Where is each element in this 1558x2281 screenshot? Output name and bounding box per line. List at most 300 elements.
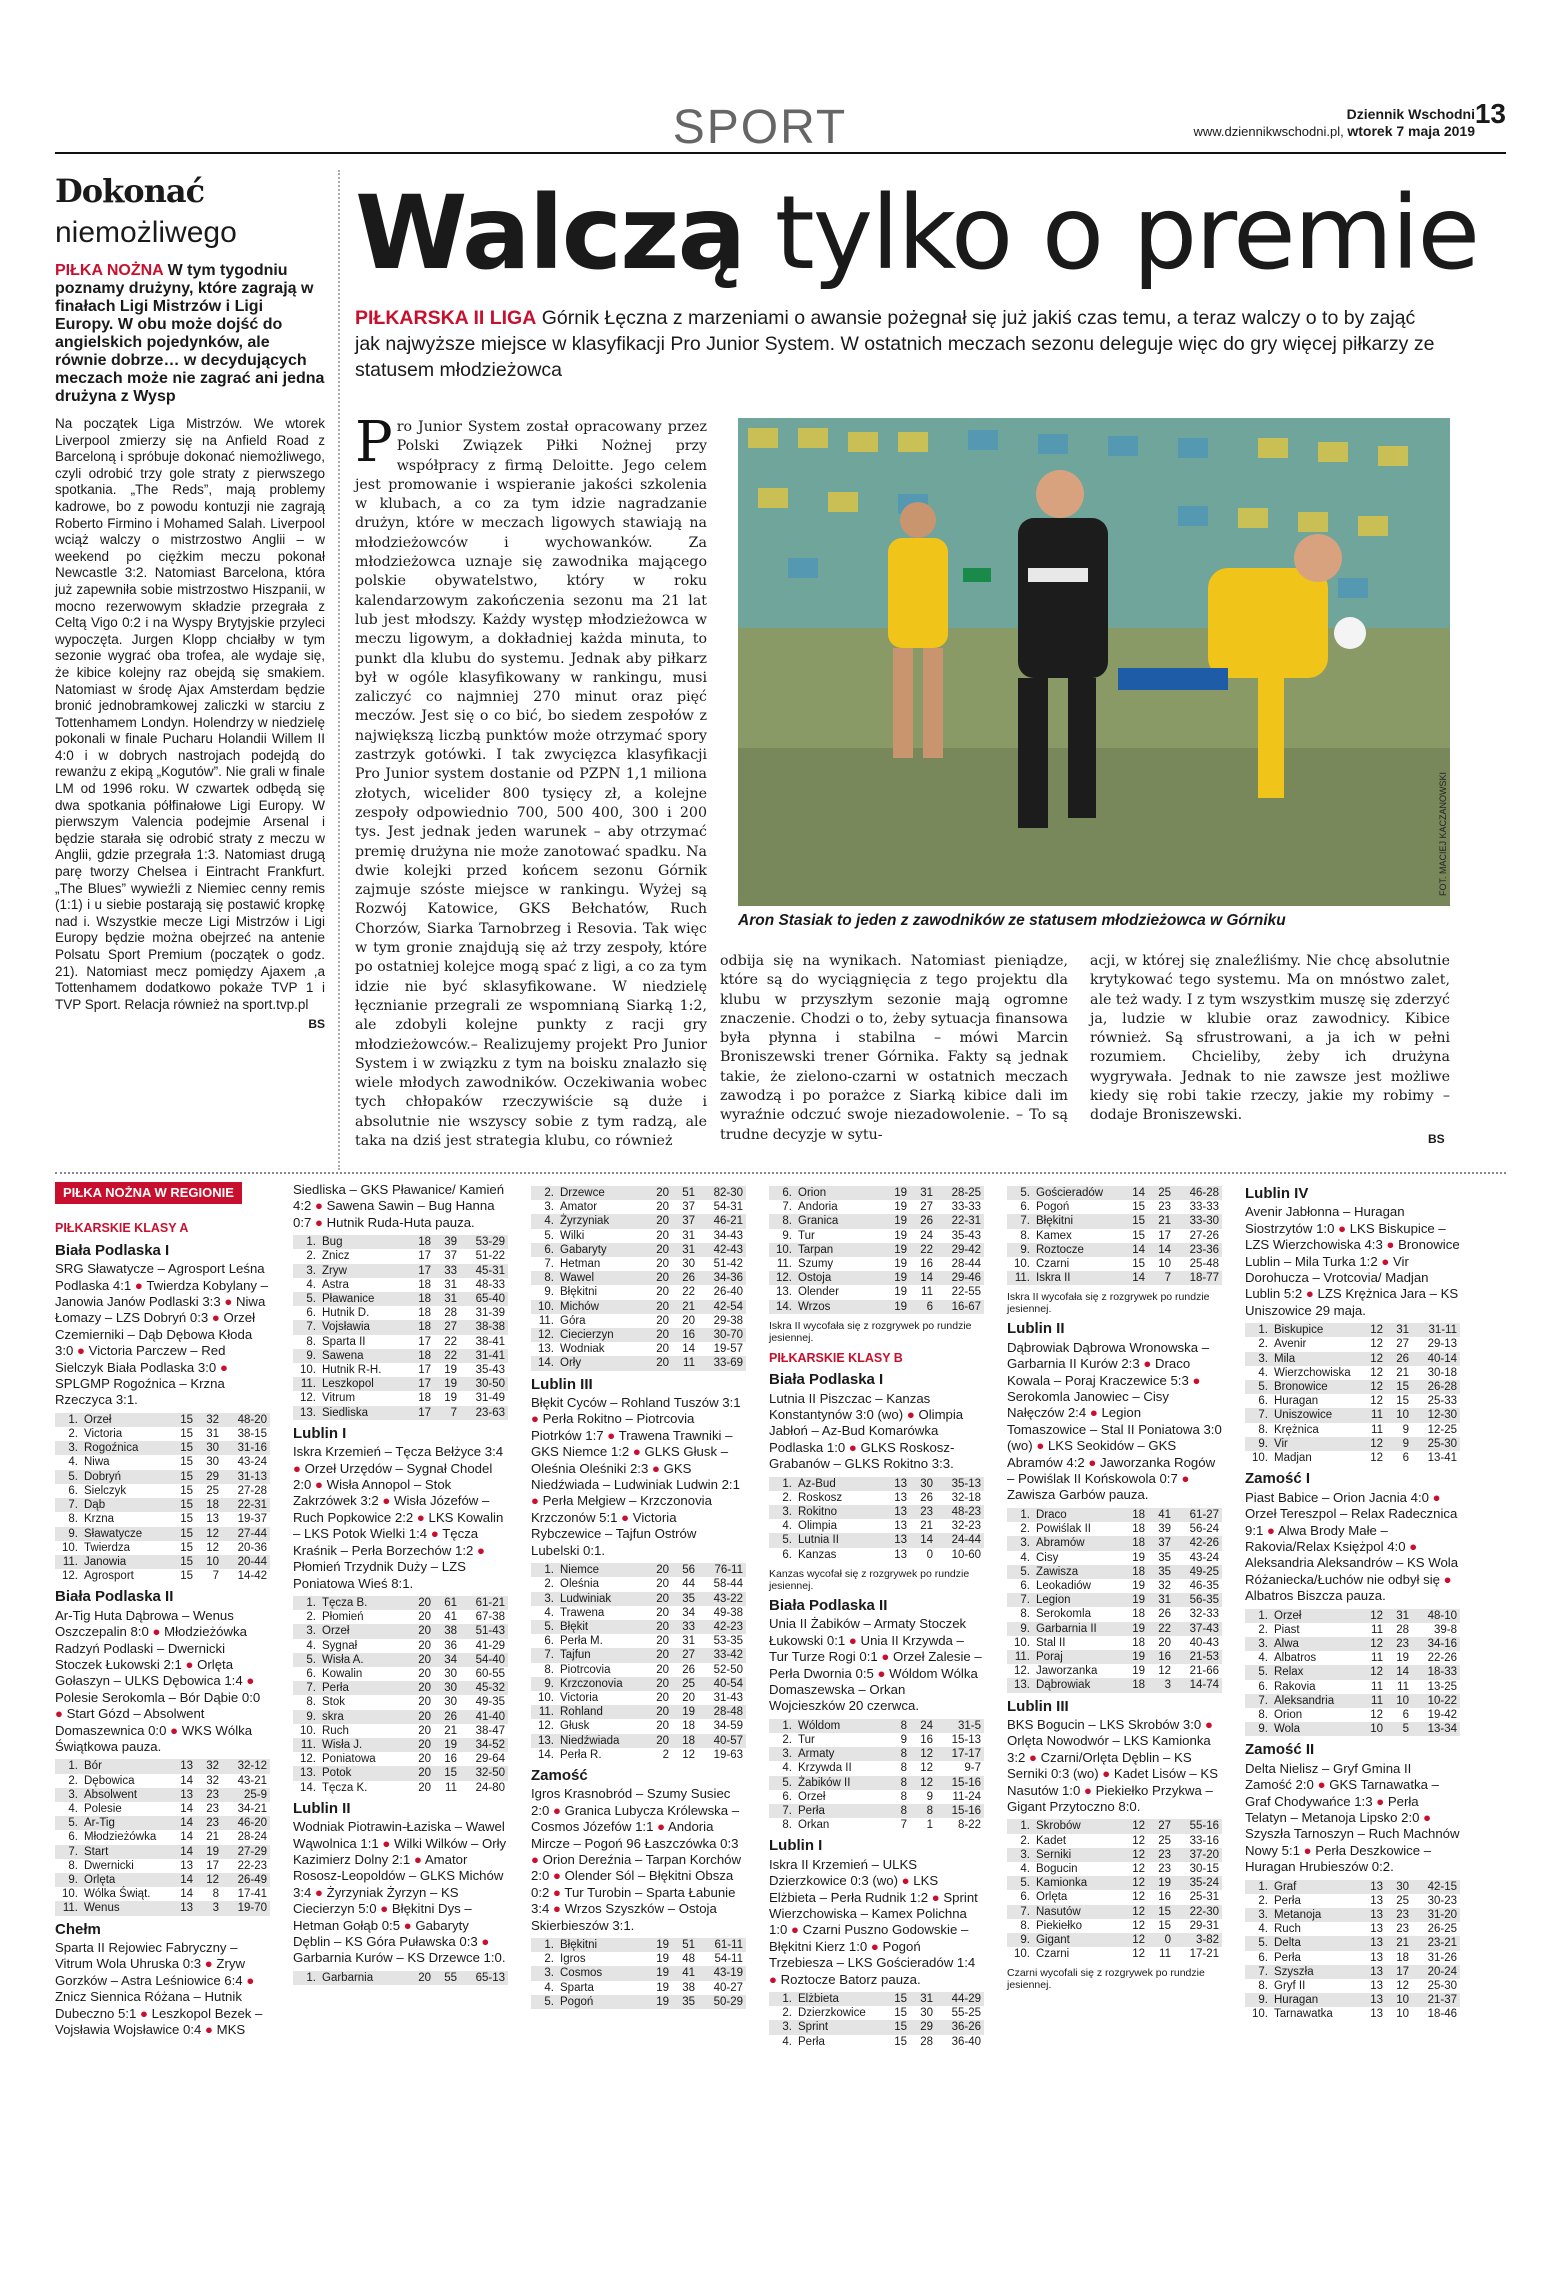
team-cell: Vitrum <box>322 1392 356 1405</box>
table-row <box>55 1470 270 1484</box>
goals-cell: 43-24 <box>237 1456 267 1469</box>
points-cell: 25 <box>206 1484 219 1497</box>
games-cell: 18 <box>1132 1565 1145 1578</box>
team-cell: Rakovia <box>1274 1680 1316 1693</box>
points-cell: 31 <box>1396 1324 1409 1337</box>
team-cell: Ostoja <box>798 1272 832 1285</box>
bullet-icon: ● <box>1317 1777 1326 1793</box>
games-cell: 20 <box>656 1720 669 1733</box>
rank-cell: 2. <box>544 1578 554 1591</box>
rank-cell: 4. <box>1020 1551 1030 1564</box>
table-row <box>55 1512 270 1526</box>
points-cell: 21 <box>206 1831 219 1844</box>
points-cell: 31 <box>444 1278 457 1291</box>
goals-cell: 60-55 <box>475 1667 505 1680</box>
rank-cell: 10. <box>62 1888 78 1901</box>
rank-cell: 7. <box>782 1201 792 1214</box>
table-row <box>1245 1979 1460 1993</box>
team-cell: Huragan <box>1274 1395 1319 1408</box>
team-cell: Piast <box>1274 1623 1300 1636</box>
points-cell: 32 <box>206 1760 219 1773</box>
team-cell: Wisła J. <box>322 1738 363 1751</box>
goals-cell: 56-24 <box>1189 1523 1219 1536</box>
rank-cell: 10. <box>1252 2008 1268 2021</box>
table-row <box>55 1887 270 1901</box>
games-cell: 13 <box>1370 1937 1383 1950</box>
points-cell: 38 <box>444 1625 457 1638</box>
team-cell: Pogoń <box>1036 1201 1070 1214</box>
games-cell: 20 <box>656 1258 669 1271</box>
table-row <box>293 1724 508 1738</box>
team-cell: Orzeł <box>322 1625 350 1638</box>
points-cell: 18 <box>682 1720 695 1733</box>
bullet-icon: ● <box>1267 1522 1275 1538</box>
games-cell: 18 <box>1132 1537 1145 1550</box>
games-cell: 8 <box>900 1748 907 1761</box>
rank-cell: 1. <box>68 1413 78 1426</box>
goals-cell: 55-25 <box>951 2007 981 2020</box>
rank-cell: 4. <box>544 1215 554 1228</box>
games-cell: 20 <box>656 1243 669 1256</box>
points-cell: 19 <box>1396 1652 1409 1665</box>
bullet-icon: ● <box>848 1632 857 1648</box>
results-column-4 <box>769 1182 984 2055</box>
team-cell: Dąb <box>84 1499 106 1512</box>
bullet-icon: ● <box>55 1706 63 1722</box>
team-cell: Sławatycze <box>84 1527 143 1540</box>
team-cell: Twierdza <box>84 1541 131 1554</box>
goals-cell: 14-42 <box>237 1570 267 1583</box>
bullet-icon: ● <box>134 1277 143 1293</box>
rank-cell: 7. <box>1258 1965 1268 1978</box>
goals-cell: 13-25 <box>1427 1680 1457 1693</box>
games-cell: 19 <box>894 1258 907 1271</box>
article-column-2: odbija się na wynikach. Natomiast pieniądze, które są do wyciągnięcia z tego projektu dla klubu w przyszłym sezonie mają ogromne znaczenie. Chodzi o to, żeby sytuacja finansowa była płynna i stabilna – mówi Marcin Broniszewski trener Górnika. Fakty są jednak takie, że zielono-czarni w ostatnich meczach zawodzą i po porażce z Siarką kibice dali im wyraźnie odczuć swoje niezadowolenie. – To są trudne decyzje w sytu- <box>720 953 1068 1143</box>
goals-cell: 35-24 <box>1189 1877 1219 1890</box>
goals-cell: 48-23 <box>951 1506 981 1519</box>
league-results: BKS Bogucin – LKS Skrobów 3:0 ● Orlęta Nowodwór – LKS Kamionka 3:2 ● Czarni/Orlęta Dęblin – KS Serniki 0:3 (wo) ● Kadet Lisów – KS Nasutów 1:0 ● Piekiełko Przykwa – Gigant Przytoczno 8:0. <box>1007 1716 1219 1814</box>
rank-cell: 12. <box>538 1329 554 1342</box>
team-cell: Kamionka <box>1036 1877 1088 1890</box>
rank-cell: 2. <box>1258 1623 1268 1636</box>
rank-cell: 4. <box>782 1762 792 1775</box>
games-cell: 17 <box>418 1250 431 1263</box>
league-class-b: PIŁKARSKIE KLASY B <box>769 1350 903 1365</box>
rank-cell: 9. <box>1020 1934 1030 1946</box>
games-cell: 11 <box>1371 1423 1383 1436</box>
team-cell: Armaty <box>798 1748 835 1761</box>
games-cell: 20 <box>418 1667 431 1680</box>
table-row <box>293 1335 508 1349</box>
games-cell: 20 <box>656 1229 669 1242</box>
team-cell: Kamex <box>1036 1229 1072 1242</box>
rank-cell: 11. <box>1014 1272 1030 1285</box>
team-cell: Delta <box>1274 1937 1301 1950</box>
games-cell: 20 <box>656 1635 669 1648</box>
bullet-icon: ● <box>906 1407 915 1423</box>
points-cell: 21 <box>920 1520 933 1533</box>
table-row <box>769 1243 984 1257</box>
games-cell: 13 <box>1370 1880 1383 1893</box>
team-cell: Victoria <box>560 1691 599 1704</box>
team-cell: Madjan <box>1274 1452 1312 1465</box>
goals-cell: 28-48 <box>713 1706 743 1719</box>
rank-cell: 1. <box>1258 1609 1268 1622</box>
table-row <box>1245 1936 1460 1950</box>
table-row <box>55 1873 270 1887</box>
goals-cell: 15-13 <box>951 1733 981 1746</box>
bullet-icon: ● <box>204 1956 213 1972</box>
team-cell: Perła R. <box>560 1748 602 1761</box>
table-row <box>1007 1848 1222 1862</box>
games-cell: 11 <box>1371 1409 1383 1422</box>
points-cell: 41 <box>1158 1508 1171 1521</box>
rank-cell: 1. <box>782 1477 792 1490</box>
games-cell: 13 <box>1370 2008 1383 2021</box>
table-row <box>1007 1186 1222 1200</box>
team-cell: Piekiełko <box>1036 1919 1083 1932</box>
team-cell: Serokomla <box>1036 1608 1091 1621</box>
rank-cell: 8. <box>1020 1919 1030 1932</box>
article-column-3: acji, w której się znaleźliśmy. Nie chcę absolutnie krytykować tego systemu. Ma on mnóstwo zalet, ale też wady. I z tym wszystkim muszę się zderzyć ja, ludzie w klubie oraz zawodnicy. Kibice również. Są sfrustrowani, a ja ich w pełni rozumiem. Chcieliby, żeby ich drużyna wygrywała. Jednak to nie zawsze jest możliwe kiedy się robi takie rzeczy, jakie my robimy – dodaje Broniszewski. <box>1090 953 1450 1124</box>
games-cell: 19 <box>1132 1622 1145 1635</box>
points-cell: 30 <box>1396 1880 1409 1893</box>
rank-cell: 11. <box>62 1555 78 1568</box>
table-row <box>55 1845 270 1859</box>
games-cell: 20 <box>418 1696 431 1709</box>
team-cell: Zawisza <box>1036 1565 1079 1578</box>
team-cell: Olender <box>798 1286 839 1299</box>
table-row <box>769 1804 984 1818</box>
points-cell: 15 <box>1158 1919 1171 1932</box>
points-cell: 9 <box>1402 1423 1409 1436</box>
rank-cell: 2. <box>782 2007 792 2020</box>
table-row <box>1245 1694 1460 1708</box>
table-row <box>1007 1650 1222 1664</box>
rank-cell: 1. <box>68 1760 78 1773</box>
points-cell: 11 <box>921 1286 933 1299</box>
table-row <box>769 1285 984 1299</box>
bullet-icon: ● <box>246 1673 255 1689</box>
games-cell: 20 <box>418 1971 431 1984</box>
games-cell: 13 <box>1370 1994 1383 2007</box>
table-row <box>531 1214 746 1228</box>
goals-cell: 40-43 <box>1189 1636 1219 1649</box>
table-row <box>1245 1437 1460 1451</box>
rank-cell: 2. <box>1020 1834 1030 1847</box>
team-cell: Orlęta <box>84 1874 116 1886</box>
points-cell: 26 <box>1158 1608 1171 1621</box>
table-row <box>1007 1536 1222 1550</box>
points-cell: 31 <box>682 1635 695 1648</box>
rank-cell: 9. <box>1258 1723 1268 1736</box>
games-cell: 12 <box>1370 1395 1383 1408</box>
goals-cell: 22-31 <box>237 1499 267 1512</box>
team-cell: Bór <box>84 1760 102 1773</box>
points-cell: 6 <box>1402 1452 1409 1465</box>
table-row <box>293 1377 508 1391</box>
table-row <box>769 1747 984 1761</box>
games-cell: 14 <box>180 1888 193 1901</box>
table-row <box>55 1427 270 1441</box>
goals-cell: 34-21 <box>237 1802 267 1815</box>
games-cell: 12 <box>1370 1338 1383 1351</box>
goals-cell: 19-63 <box>713 1748 743 1761</box>
rank-cell: 3. <box>544 1967 554 1980</box>
table-row <box>531 1285 746 1299</box>
rank-cell: 2. <box>1020 1523 1030 1536</box>
points-cell: 3 <box>212 1902 219 1915</box>
rank-cell: 1. <box>544 1939 554 1952</box>
rank-cell: 10. <box>1014 1948 1030 1961</box>
games-cell: 19 <box>894 1201 907 1214</box>
rank-cell: 11. <box>62 1902 78 1915</box>
team-cell: Andoria <box>798 1201 838 1214</box>
points-cell: 27 <box>920 1201 933 1214</box>
rank-cell: 4. <box>306 1278 316 1291</box>
team-cell: Tęcza B. <box>322 1596 368 1609</box>
team-cell: Niwa <box>84 1456 110 1469</box>
team-cell: Wóldom <box>798 1719 841 1732</box>
points-cell: 12 <box>682 1748 695 1761</box>
games-cell: 17 <box>418 1406 431 1419</box>
games-cell: 20 <box>418 1653 431 1666</box>
goals-cell: 26-49 <box>237 1874 267 1886</box>
team-cell: Pławanice <box>322 1293 375 1306</box>
rank-cell: 6. <box>782 1548 792 1561</box>
goals-cell: 45-31 <box>475 1264 505 1277</box>
points-cell: 31 <box>206 1428 219 1441</box>
games-cell: 13 <box>180 1859 193 1872</box>
team-cell: Cisy <box>1036 1551 1059 1564</box>
bullet-icon: ● <box>1443 1571 1452 1587</box>
team-cell: Wenus <box>84 1902 120 1915</box>
goals-cell: 12-30 <box>1427 1409 1457 1422</box>
games-cell: 17 <box>418 1264 431 1277</box>
team-cell: Leszkopol <box>322 1378 374 1391</box>
points-cell: 25 <box>1158 1187 1171 1199</box>
games-cell: 18 <box>1132 1679 1145 1692</box>
goals-cell: 44-29 <box>951 1993 981 2006</box>
points-cell: 21 <box>1396 1937 1409 1950</box>
bullet-icon: ● <box>870 1938 879 1954</box>
bullet-icon: ● <box>769 1971 777 1987</box>
league-title: Zamość <box>531 1766 588 1784</box>
headline-bold: Walczą <box>355 174 745 293</box>
goals-cell: 22-30 <box>1189 1905 1219 1918</box>
paper-url[interactable]: www.dziennikwschodni.pl <box>1193 124 1341 139</box>
standings-table <box>293 1971 508 1985</box>
rank-cell: 7. <box>68 1845 78 1858</box>
games-cell: 15 <box>1132 1215 1145 1228</box>
table-row <box>1245 1993 1460 2007</box>
points-cell: 19 <box>206 1845 219 1858</box>
team-cell: Wola <box>1274 1723 1300 1736</box>
points-cell: 12 <box>920 1762 933 1775</box>
points-cell: 7 <box>450 1406 457 1419</box>
team-cell: Potok <box>322 1767 352 1780</box>
bullet-icon: ● <box>1303 1842 1312 1858</box>
goals-cell: 21-66 <box>1189 1665 1219 1678</box>
table-row <box>531 1577 746 1591</box>
section-title: SPORT <box>672 101 848 154</box>
bullet-icon: ● <box>403 1917 412 1933</box>
games-cell: 19 <box>1132 1665 1145 1678</box>
team-cell: Perła <box>1274 1894 1301 1907</box>
table-row <box>293 1249 508 1263</box>
points-cell: 12 <box>1158 1665 1171 1678</box>
games-cell: 12 <box>1370 1708 1383 1721</box>
table-row <box>55 1441 270 1455</box>
table-row <box>531 1981 746 1995</box>
goals-cell: 17-17 <box>951 1748 981 1761</box>
points-cell: 36 <box>444 1639 457 1652</box>
points-cell: 26 <box>682 1272 695 1285</box>
points-cell: 30 <box>444 1682 457 1695</box>
table-note: Iskra II wycofała się z rozgrywek po rundzie jesiennej. <box>1007 1291 1210 1316</box>
points-cell: 32 <box>206 1774 219 1787</box>
team-cell: Hutnik D. <box>322 1307 370 1320</box>
points-cell: 28 <box>444 1307 457 1320</box>
team-cell: Aleksandria <box>1274 1694 1335 1707</box>
points-cell: 41 <box>682 1967 695 1980</box>
goals-cell: 11-24 <box>952 1790 981 1803</box>
points-cell: 7 <box>1164 1272 1171 1285</box>
goals-cell: 43-24 <box>1189 1551 1219 1564</box>
photo-caption: Aron Stasiak to jeden z zawodników ze statusem młodzieżowca w Górniku <box>738 912 1286 929</box>
games-cell: 20 <box>656 1329 669 1342</box>
points-cell: 30 <box>920 2007 933 2020</box>
team-cell: Lutnia II <box>798 1534 839 1547</box>
games-cell: 18 <box>418 1278 431 1291</box>
team-cell: Astra <box>322 1278 349 1291</box>
table-row <box>1245 1451 1460 1465</box>
goals-cell: 37-20 <box>1189 1848 1219 1861</box>
league-results: Iskra Krzemień – Tęcza Bełżyce 3:4 ● Orzeł Urzędów – Sygnał Chodel 2:0 ● Wisła Annopol – Stok Zakrzówek 3:2 ● Wisła Józefów – Ruch Popkowice 2:2 ● LKS Kowalin – LKS Potok Wielki 1:4 ● Tęcza Kraśnik – Perła Borzechów 1:2 ● Płomień Trzydnik Duży – LZS Poniatowa Wieś 8:1. <box>293 1444 504 1591</box>
points-cell: 31 <box>1396 1609 1409 1622</box>
points-cell: 31 <box>920 1187 933 1199</box>
rank-cell: 2. <box>306 1250 316 1263</box>
games-cell: 20 <box>656 1592 669 1605</box>
table-row <box>1245 1965 1460 1979</box>
rank-cell: 6. <box>782 1790 792 1803</box>
table-note: Kanzas wycofał się z rozgrywek po rundzie jesiennej. <box>769 1567 970 1592</box>
goals-cell: 41-40 <box>475 1710 505 1723</box>
games-cell: 20 <box>418 1781 431 1794</box>
team-cell: Orlęta <box>1036 1891 1068 1904</box>
table-row <box>293 1292 508 1306</box>
team-cell: Draco <box>1036 1508 1067 1521</box>
rank-cell: 8. <box>306 1335 316 1348</box>
games-cell: 19 <box>656 1981 669 1994</box>
points-cell: 22 <box>444 1349 457 1362</box>
sidebar-title: Dokonać <box>55 172 205 210</box>
team-cell: Sawena <box>322 1349 364 1362</box>
points-cell: 19 <box>444 1378 457 1391</box>
team-cell: Iskra II <box>1036 1272 1071 1285</box>
points-cell: 20 <box>682 1314 695 1327</box>
rank-cell: 1. <box>306 1596 316 1609</box>
rank-cell: 4. <box>1258 1923 1268 1936</box>
goals-cell: 26-28 <box>1427 1381 1457 1394</box>
rank-cell: 1. <box>1258 1324 1268 1337</box>
points-cell: 18 <box>206 1499 219 1512</box>
games-cell: 12 <box>1132 1934 1145 1946</box>
table-row <box>1245 1637 1460 1651</box>
team-cell: Żyrzyniak <box>560 1215 610 1228</box>
rank-cell: 10. <box>538 1691 554 1704</box>
rank-cell: 6. <box>1258 1680 1268 1693</box>
team-cell: Ludwiniak <box>560 1592 612 1605</box>
games-cell: 15 <box>894 2007 907 2020</box>
bullet-icon: ● <box>140 2005 149 2021</box>
games-cell: 13 <box>1370 1965 1383 1978</box>
rank-cell: 7. <box>68 1499 78 1512</box>
standings-table <box>531 1563 746 1762</box>
rank-cell: 7. <box>1258 1694 1268 1707</box>
league-title: Lublin III <box>531 1375 593 1393</box>
rank-cell: 6. <box>306 1307 316 1320</box>
points-cell: 14 <box>920 1272 933 1285</box>
table-row <box>531 1938 746 1952</box>
goals-cell: 25-9 <box>243 1788 267 1801</box>
rank-cell: 4. <box>1258 1366 1268 1379</box>
team-cell: Orzeł <box>1274 1609 1302 1622</box>
goals-cell: 25-48 <box>1189 1258 1219 1271</box>
goals-cell: 38-47 <box>475 1724 505 1737</box>
rank-cell: 6. <box>782 1187 792 1199</box>
games-cell: 19 <box>894 1272 907 1285</box>
sidebar-article <box>55 172 325 1031</box>
points-cell: 51 <box>682 1939 695 1952</box>
points-cell: 21 <box>1396 1366 1409 1379</box>
table-row <box>55 1527 270 1541</box>
points-cell: 19 <box>444 1738 457 1751</box>
table-row <box>1007 1947 1222 1961</box>
table-row <box>1245 1366 1460 1380</box>
games-cell: 13 <box>1370 1923 1383 1936</box>
bullet-icon: ● <box>1409 1538 1418 1554</box>
table-row <box>1007 1876 1222 1890</box>
goals-cell: 24-80 <box>475 1781 505 1794</box>
team-cell: Victoria <box>84 1428 123 1441</box>
rank-cell: 4. <box>68 1802 78 1815</box>
points-cell: 14 <box>1396 1666 1409 1679</box>
goals-cell: 26-40 <box>713 1286 743 1299</box>
games-cell: 18 <box>418 1349 431 1362</box>
games-cell: 20 <box>418 1682 431 1695</box>
goals-cell: 15-16 <box>951 1804 981 1817</box>
table-row <box>293 1596 508 1610</box>
games-cell: 20 <box>656 1357 669 1370</box>
games-cell: 20 <box>656 1286 669 1299</box>
games-cell: 20 <box>656 1620 669 1633</box>
team-cell: Gigant <box>1036 1934 1070 1946</box>
points-cell: 30 <box>920 1477 933 1490</box>
games-cell: 13 <box>180 1902 193 1915</box>
rank-cell: 3. <box>68 1788 78 1801</box>
rank-cell: 8. <box>782 1215 792 1228</box>
games-cell: 18 <box>418 1307 431 1320</box>
table-row <box>531 1966 746 1980</box>
team-cell: Wrzos <box>798 1300 831 1313</box>
games-cell: 20 <box>418 1738 431 1751</box>
games-cell: 13 <box>894 1534 907 1547</box>
table-row <box>1245 1423 1460 1437</box>
games-cell: 20 <box>656 1578 669 1591</box>
results-column-2 <box>293 1182 508 1991</box>
points-cell: 26 <box>920 1215 933 1228</box>
